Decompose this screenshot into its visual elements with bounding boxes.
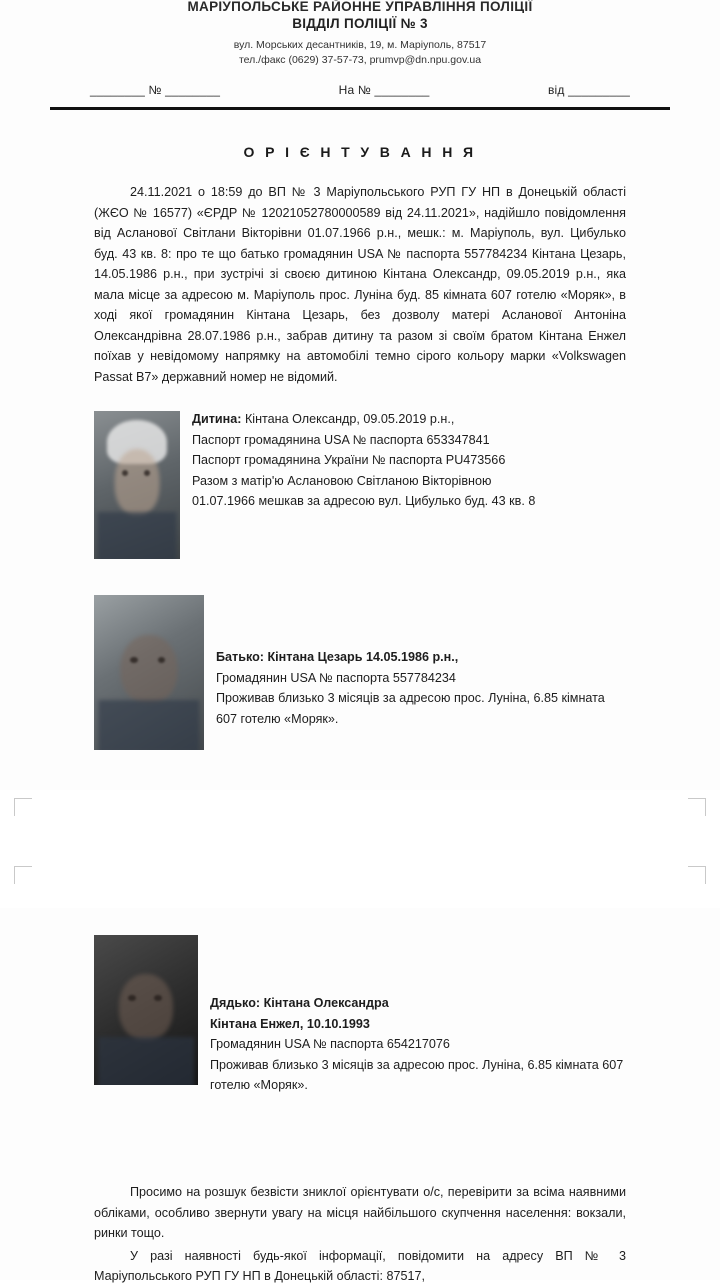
letterhead bbox=[0, 0, 720, 67]
document-footer bbox=[94, 1182, 626, 1287]
photo-eye-right bbox=[154, 995, 161, 1001]
photo-body-shape bbox=[98, 700, 199, 750]
photo-body-shape bbox=[98, 1037, 194, 1085]
document-body-part2 bbox=[94, 935, 626, 1096]
crop-mark-next-top-left bbox=[14, 866, 32, 884]
letterhead-organization: МАРІУПОЛЬСЬКЕ РАЙОННЕ УПРАВЛІННЯ ПОЛІЦІЇ bbox=[187, 0, 533, 13]
page-title: О Р І Є Н Т У В А Н Н Я bbox=[243, 144, 477, 160]
uncle-passport: Громадянин USA № паспорта 654217076 bbox=[210, 1037, 450, 1051]
footer-paragraph-2: У разі наявності будь-якої інформації, повідомити на адресу ВП № 3 Маріупольського РУП ГУ НП в Донецькій області: 87517, bbox=[94, 1248, 626, 1283]
document-body bbox=[94, 182, 626, 754]
reference-line bbox=[90, 83, 630, 97]
photo-eye-right bbox=[144, 470, 150, 476]
reference-number: ________ № ________ bbox=[90, 83, 221, 97]
father-name: Кінтана Цезарь 14.05.1986 р.н., bbox=[267, 650, 459, 664]
main-paragraph: 24.11.2021 о 18:59 до ВП № 3 Маріупольського РУП ГУ НП в Донецькій області (ЖЄО № 16577) «ЄРДР № 12021052780000589 від 24.11.2021», надійшло повідомлення від Асланової Світлани Вікторівни 01.07.1966 р.н., мешк.: м. Маріуполь, вул. Цибулько буд. 43 кв. 8: про те що батько громадянин USA № паспорта 557784234 Кінтана Цезарь, 14.05.1986 р.н., при зустрічі зі своєю дитиною Кінтана Олександр, 09.05.2019 р.н., яка мала місце за адресою м. Маріуполь прос. Луніна буд. 85 кімната 607 готелю «Моряк», в ході якої громадянин Кінтана Цезарь, без дозволу матері Асланової Антоніна Олександрівна 28.07.1986 р.н., забрав дитину та разом зі своїм братом Кінтана Енжел поїхав у невідомому напрямку на автомобілі темно сірого кольору марки «Volkswagen Passat B7» державний номер не відомий. bbox=[94, 185, 626, 384]
footer-paragraph-1: Просимо на розшук безвісти зниклої орієнтувати о/с, перевірити за всіма наявними обліками, особливо звернути увагу на місця найбільшого скупчення населення: вокзали, ринки тощо. bbox=[94, 1185, 626, 1240]
photo-head-shape bbox=[119, 974, 173, 1040]
uncle-label: Дядько: bbox=[210, 996, 261, 1010]
father-section bbox=[94, 595, 626, 754]
uncle-name: Кінтана Олександра bbox=[263, 996, 389, 1010]
reference-date: від _________ bbox=[547, 83, 630, 97]
child-label: Дитина: bbox=[192, 412, 242, 426]
uncle-photo bbox=[94, 935, 198, 1085]
child-passport-ua: Паспорт громадянина України № паспорта PU473566 bbox=[192, 453, 506, 467]
crop-mark-top-right bbox=[688, 798, 706, 816]
father-address: Проживав близько 3 місяців за адресою прос. Луніна, 6.85 кімната 607 готелю «Моряк». bbox=[216, 691, 605, 726]
crop-mark-top-left bbox=[14, 798, 32, 816]
child-photo bbox=[94, 411, 180, 559]
child-mother-line: Разом з матір'ю Аслановою Світланою Вікторівною bbox=[192, 473, 492, 488]
child-section bbox=[94, 409, 626, 561]
uncle-section bbox=[94, 935, 626, 1096]
letterhead-department: ВІДДІЛ ПОЛІЦІЇ № 3 bbox=[292, 16, 428, 31]
spacer bbox=[94, 387, 626, 409]
father-photo bbox=[94, 595, 204, 750]
father-label: Батько: bbox=[216, 650, 264, 664]
scan-separator bbox=[0, 790, 720, 908]
father-passport: Громадянин USA № паспорта 557784234 bbox=[216, 670, 456, 685]
spacer bbox=[94, 561, 626, 595]
header-divider bbox=[50, 107, 670, 110]
photo-body-shape bbox=[97, 512, 176, 559]
photo-eye-left bbox=[128, 995, 135, 1001]
photo-head-shape bbox=[115, 449, 160, 514]
crop-mark-next-top-right bbox=[688, 866, 706, 884]
letterhead-contacts: тел./факс (0629) 37-57-73, prumvp@dn.npu.gov.ua bbox=[238, 54, 482, 66]
letterhead-address: вул. Морських десантників, 19, м. Маріуполь, 87517 bbox=[233, 39, 487, 51]
photo-head-shape bbox=[120, 635, 177, 703]
child-address-line: 01.07.1966 мешкав за адресою вул. Цибулько буд. 43 кв. 8 bbox=[192, 494, 536, 508]
uncle-alt-name: Кінтана Енжел, 10.10.1993 bbox=[210, 1016, 370, 1031]
child-name: Кінтана Олександр, 09.05.2019 р.н., bbox=[244, 412, 455, 426]
uncle-address: Проживав близько 3 місяців за адресою прос. Луніна, 6.85 кімната 607 готелю «Моряк». bbox=[210, 1057, 624, 1092]
reference-reply-number: На № ________ bbox=[338, 83, 430, 97]
child-passport-usa: Паспорт громадянина USA № паспорта 653347841 bbox=[192, 432, 490, 447]
